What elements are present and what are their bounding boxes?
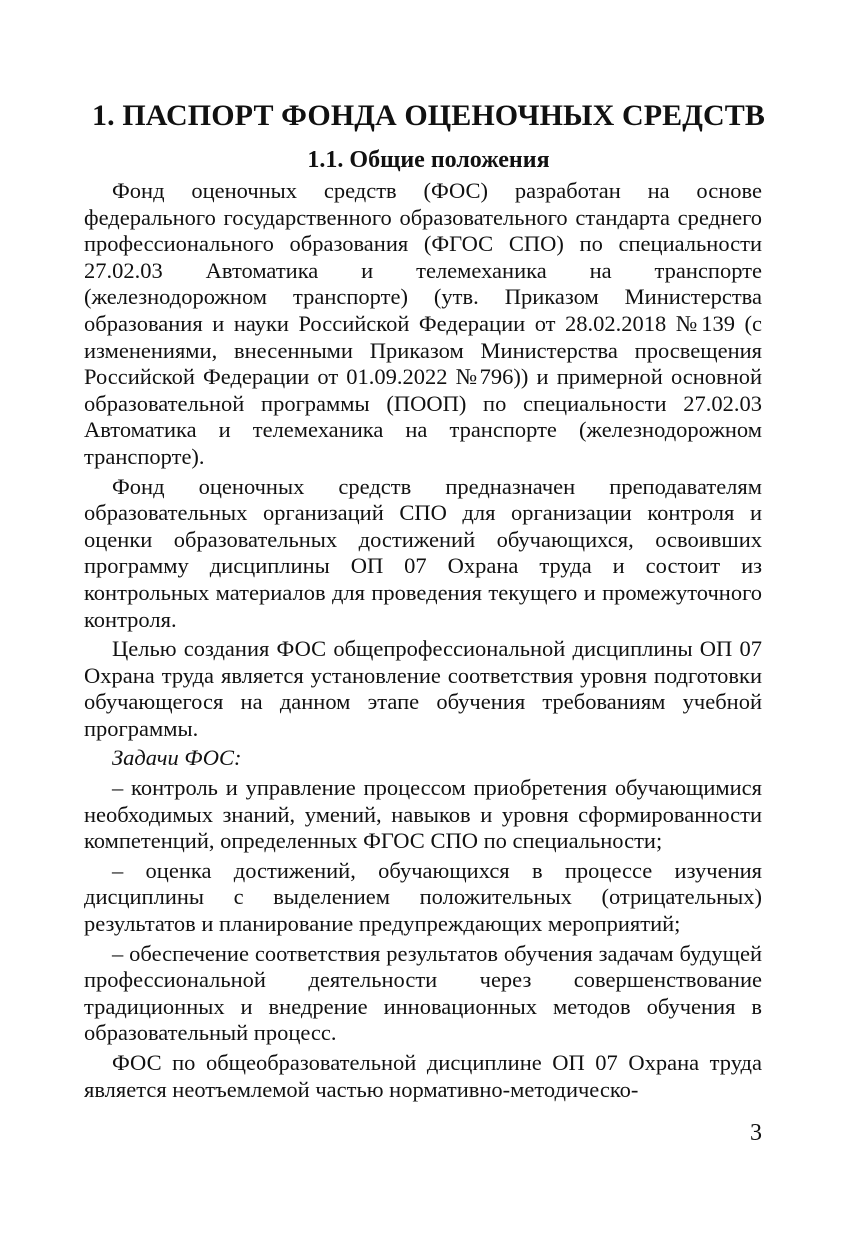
page-number: 3: [750, 1120, 762, 1146]
tasks-heading: Задачи ФОС:: [112, 745, 242, 771]
paragraph-fos-basis: Фонд оценочных средств (ФОС) разработан на основе федерального государственного образовательного стандарта среднего профессионального образования (ФГОС СПО) по специальности 27.02.03 Автоматика и телемеханика на транспорте (железнодорожном транспорте) (утв. Приказом Министерства образования и науки Российской Федерации от 28.02.2018 №139 (с изменениями, внесенными Приказом Министерства просвещения Российской Федерации от 01.09.2022 №796)) и примерной основной образовательной программы (ПООП) по специальности 27.02.03 Автоматика и телемеханика на транспорте (железнодорожном транспорте).: [84, 178, 762, 469]
body-text: [84, 178, 762, 1106]
task-item: – оценка достижений, обучающихся в процессе изучения дисциплины с выделением положительных (отрицательных) результатов и планирование предупреждающих мероприятий;: [84, 857, 762, 937]
task-item: – обеспечение соответствия результатов обучения задачам будущей профессиональной деятельности через совершенствование традиционных и внедрение инновационных методов обучения в образовательный процесс.: [84, 940, 762, 1046]
paragraph-fos-purpose: Фонд оценочных средств предназначен преподавателям образовательных организаций СПО для организации контроля и оценки образовательных достижений обучающихся, освоивших программу дисциплины ОП 07 Охрана труда и состоит из контрольных материалов для проведения текущего и промежуточного контроля.: [84, 473, 762, 632]
section-title: 1. ПАСПОРТ ФОНДА ОЦЕНОЧНЫХ СРЕДСТВ: [92, 99, 765, 132]
subsection-title: 1.1. Общие положения: [307, 147, 550, 173]
paragraph-fos-goal: Целью создания ФОС общепрофессиональной дисциплины ОП 07 Охрана труда является установление соответствия уровня подготовки обучающегося на данном этапе обучения требованиям учебной программы.: [84, 636, 762, 741]
paragraph-fos-final: ФОС по общеобразовательной дисциплине ОП 07 Охрана труда является неотъемлемой частью нормативно-методическо-: [84, 1050, 762, 1102]
task-item: – контроль и управление процессом приобретения обучающимися необходимых знаний, умений, навыков и уровня сформированности компетенций, определенных ФГОС СПО по специальности;: [84, 775, 762, 854]
